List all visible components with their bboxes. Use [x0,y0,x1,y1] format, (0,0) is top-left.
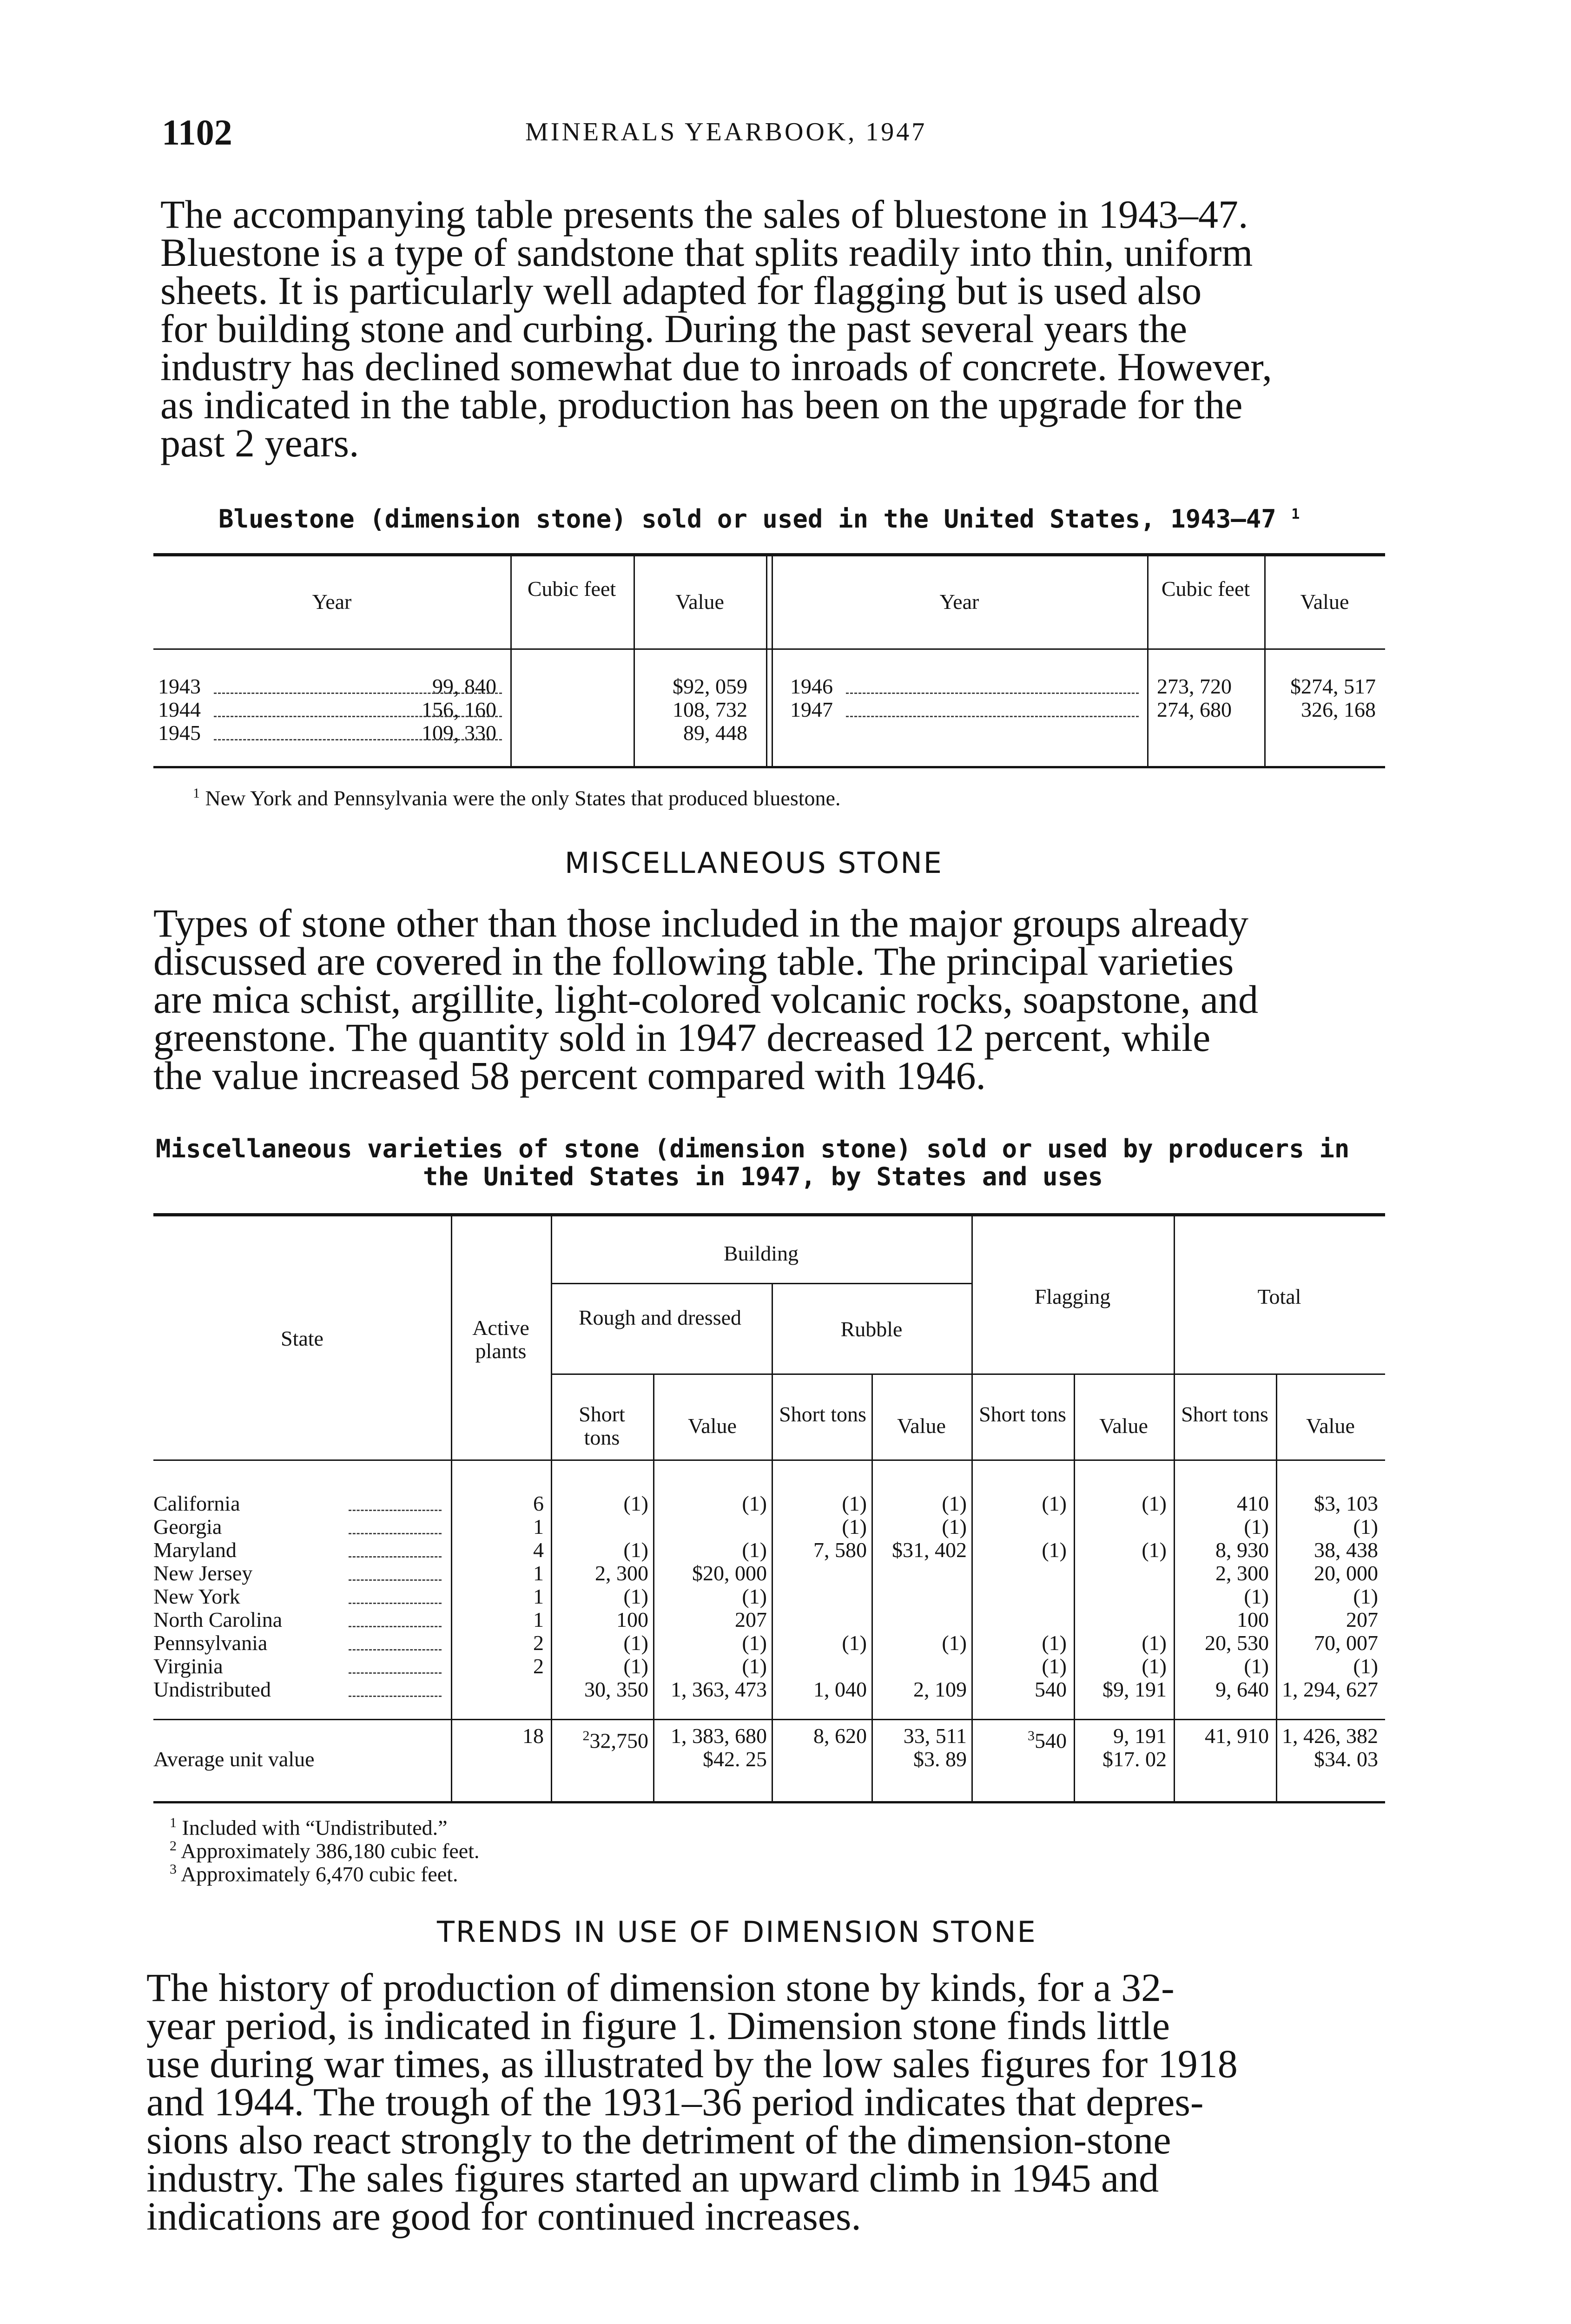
header-value: Value [1306,1414,1355,1438]
rd-tons-cell: (1) [623,1492,648,1515]
year-cell: 1943 [158,674,201,698]
row-label: Average unit value [153,1747,315,1771]
table-top-rule [153,1213,1385,1216]
leader-dots [846,693,1139,694]
rub-value-cell: 2, 109 [913,1677,967,1701]
footnote-mark: 3 [170,1862,177,1877]
year-cell: 1945 [158,721,201,745]
plants-cell: 6 [533,1492,544,1515]
fl-tons-cell: (1) [1042,1492,1067,1515]
rd-tons-cell: (1) [623,1654,648,1678]
rd-tons-value: 32,750 [589,1729,648,1753]
fl-tons-value: 540 [1035,1729,1067,1753]
footnote-ref: 2 [582,1728,590,1743]
value-cell: $92, 059 [673,674,747,698]
state-cell: California [153,1492,240,1515]
table-total-row [153,1724,1385,1753]
paragraph-line: past 2 years. [160,421,359,465]
rub-tons-cell: (1) [842,1515,867,1538]
plants-cell: 2 [533,1631,544,1655]
state-cell: Pennsylvania [153,1631,268,1655]
rd-value-cell: 1, 363, 473 [671,1677,767,1701]
year-cell: 1944 [158,698,201,721]
table-row [772,675,1385,698]
misc-paragraph [153,901,1385,1098]
trends-paragraph [146,1965,1383,2238]
leader-dots [349,1649,442,1651]
rd-value-cell: (1) [742,1631,767,1655]
leader-dots [214,716,502,717]
tot-value-cell: 1, 294, 627 [1282,1677,1378,1701]
rd-tons-cell: 30, 350 [584,1677,648,1701]
header-rule [551,1373,1385,1375]
table-row [153,721,766,745]
cubic-feet-cell: 109, 330 [422,721,496,745]
tot-tons-cell: 41, 910 [1205,1724,1269,1748]
footnote-text: Approximately 6,470 cubic feet. [180,1862,458,1886]
rd-tons-cell: (1) [623,1585,648,1608]
cubic-feet-cell: 274, 680 [1157,698,1232,721]
paragraph-line: sheets. It is particularly well adapted for flagging but is used also [160,268,1202,313]
rd-value-cell: 1, 383, 680 [671,1724,767,1748]
tot-tons-cell: 20, 530 [1205,1631,1269,1655]
rd-tons-cell: 2, 300 [595,1561,648,1585]
plants-cell: 1 [533,1561,544,1585]
header-short-tons: Short tons [1181,1402,1268,1426]
rub-value-cell: 33, 511 [903,1724,967,1748]
fl-value-cell: (1) [1142,1538,1167,1562]
plants-cell: 1 [533,1515,544,1538]
header-short-tons: Short tons [979,1402,1066,1426]
plants-cell: 18 [522,1724,544,1748]
tot-tons-cell: (1) [1244,1585,1269,1608]
fl-value-cell: (1) [1142,1492,1167,1515]
fl-tons-cell: (1) [1042,1631,1067,1655]
table-row [772,698,1385,721]
header-total: Total [1257,1285,1301,1308]
rub-tons-cell: 7, 580 [813,1538,867,1562]
rub-value-cell: (1) [942,1492,967,1515]
table-row [153,1608,1385,1631]
cubic-feet-cell: 99, 840 [432,674,496,698]
tot-value-cell: 70, 007 [1314,1631,1378,1655]
tot-tons-cell: 9, 640 [1215,1677,1269,1701]
leader-dots [349,1533,442,1534]
paragraph-line: indications are good for continued increases. [146,2194,861,2238]
state-cell: Georgia [153,1515,222,1538]
header-active-plants: Active plants [472,1316,529,1363]
header-rule [551,1283,971,1284]
bluestone-footnote [193,786,840,810]
cubic-feet-cell: 273, 720 [1157,674,1232,698]
footnote-ref: 1 [1291,506,1300,522]
rd-value-cell: 207 [735,1608,767,1631]
footnote-mark: 1 [170,1815,177,1830]
column-divider [772,556,773,766]
rd-value-cell: (1) [742,1654,767,1678]
footnote-mark: 2 [170,1838,177,1854]
state-cell: North Carolina [153,1608,283,1631]
tot-value-cell: $34. 03 [1314,1747,1378,1771]
header-value: Value [1300,590,1349,614]
fl-tons-cell: (1) [1042,1538,1067,1562]
paragraph-line: are mica schist, argillite, light-colored volcanic rocks, soapstone, and [153,977,1259,1022]
leader-dots [214,739,502,740]
table-header-rule [153,648,1385,650]
tot-tons-cell: 100 [1237,1608,1269,1631]
footnote-mark: 1 [193,786,200,801]
cubic-feet-cell: 156, 160 [422,698,496,721]
tot-value-cell: 20, 000 [1314,1561,1378,1585]
rub-value-cell: $3. 89 [913,1747,967,1771]
paragraph-line: sions also react strongly to the detriment of the dimension-stone [146,2118,1171,2162]
table-row [153,1538,1385,1562]
table-row [153,1515,1385,1538]
bluestone-table [153,553,1385,767]
table-row [153,698,766,721]
leader-dots [349,1696,442,1697]
table-header-rule [153,1459,1385,1461]
fl-tons-cell: (1) [1042,1654,1067,1678]
section-heading: TRENDS IN USE OF DIMENSION STONE [437,1915,1037,1949]
column-divider [1264,556,1266,766]
fl-value-cell: $17. 02 [1102,1747,1167,1771]
total-rule [153,1719,1385,1720]
table-average-row [153,1748,1385,1771]
state-cell: Maryland [153,1538,237,1562]
table-row [153,1562,1385,1585]
footnote-text: Approximately 386,180 cubic feet. [180,1839,480,1863]
leader-dots [349,1556,442,1558]
paragraph-line: use during war times, as illustrated by the low sales figures for 1918 [146,2041,1238,2086]
page-number: 1102 [162,112,232,152]
footnote-text: New York and Pennsylvania were the only States that produced bluestone. [205,786,841,810]
leader-dots [349,1510,442,1511]
column-divider [766,556,767,766]
header-flagging: Flagging [1034,1285,1111,1308]
paragraph-line: The history of production of dimension stone by kinds, for a 32- [146,1965,1175,2010]
table-row [153,1492,1385,1515]
header-rough-dressed: Rough and dressed [578,1306,742,1329]
header-value: Value [1099,1414,1148,1438]
paragraph-line: and 1944. The trough of the 1931–36 period indicates that depres- [146,2080,1204,2124]
header-short-tons: Short tons [779,1402,866,1426]
year-cell: 1946 [790,674,833,698]
year-cell: 1947 [790,698,833,721]
header-year: Year [312,590,352,614]
state-cell: Virginia [153,1654,223,1678]
table-row [153,1678,1385,1701]
table-row [153,1655,1385,1678]
table-bottom-rule [153,1801,1385,1803]
misc-footnote [170,1815,448,1840]
running-head: MINERALS YEARBOOK, 1947 [525,118,927,146]
header-building: Building [723,1241,799,1265]
tot-tons-cell: 8, 930 [1215,1538,1269,1562]
tot-value-cell: (1) [1353,1585,1378,1608]
rd-value-cell: $20, 000 [692,1561,767,1585]
misc-footnote [170,1838,480,1863]
table-bottom-rule [153,766,1385,768]
fl-tons-cell: 540 [1035,1677,1067,1701]
rd-tons-cell: (1) [623,1631,648,1655]
rub-value-cell: $31, 402 [892,1538,967,1562]
footnote-ref: 3 [1028,1728,1035,1743]
fl-value-cell: 9, 191 [1113,1724,1167,1748]
misc-table-title: the United States in 1947, by States and uses [423,1162,1103,1191]
plants-cell: 1 [533,1608,544,1631]
fl-value-cell: $9, 191 [1102,1677,1167,1701]
tot-value-cell: (1) [1353,1515,1378,1538]
table-row [153,1585,1385,1608]
plants-cell: 1 [533,1585,544,1608]
state-cell: New York [153,1585,240,1608]
plants-cell: 4 [533,1538,544,1562]
rub-tons-cell: (1) [842,1492,867,1515]
paragraph-line: for building stone and curbing. During the past several years the [160,306,1188,351]
leader-dots [846,716,1139,717]
header-rubble: Rubble [840,1317,903,1341]
state-cell: New Jersey [153,1561,253,1585]
table-row [153,1631,1385,1655]
header-cubic-feet: Cubic feet [1161,577,1250,601]
rd-tons-cell: 100 [616,1608,648,1631]
tot-value-cell: $3, 103 [1314,1492,1378,1515]
tot-tons-cell: 2, 300 [1215,1561,1269,1585]
tot-tons-cell: (1) [1244,1654,1269,1678]
paragraph-line: year period, is indicated in figure 1. Dimension stone finds little [146,2003,1170,2048]
rub-tons-cell: (1) [842,1631,867,1655]
tot-value-cell: 38, 438 [1314,1538,1378,1562]
header-value: Value [688,1414,737,1438]
header-value: Value [675,590,724,614]
rub-value-cell: (1) [942,1515,967,1538]
header-short-tons: Short tons [579,1402,625,1449]
paragraph-line: The accompanying table presents the sales of bluestone in 1943–47. [160,192,1248,237]
paragraph-line: greenstone. The quantity sold in 1947 decreased 12 percent, while [153,1015,1211,1060]
rub-tons-cell: 1, 040 [813,1677,867,1701]
rd-value-cell: (1) [742,1585,767,1608]
rd-value-cell: (1) [742,1538,767,1562]
tot-value-cell: (1) [1353,1654,1378,1678]
table-top-rule [153,553,1385,556]
paragraph-line: Bluestone is a type of sandstone that splits readily into thin, uniform [160,230,1253,275]
fl-value-cell: (1) [1142,1654,1167,1678]
tot-tons-cell: (1) [1244,1515,1269,1538]
plants-cell: 2 [533,1654,544,1678]
leader-dots [349,1603,442,1604]
rub-tons-cell: 8, 620 [813,1724,867,1748]
header-value: Value [897,1414,946,1438]
leader-dots [349,1672,442,1674]
leader-dots [214,693,502,694]
paragraph-line: the value increased 58 percent compared with 1946. [153,1053,986,1098]
rub-value-cell: (1) [942,1631,967,1655]
value-cell: 326, 168 [1301,698,1376,721]
paragraph-line: industry has declined somewhat due to inroads of concrete. However, [160,344,1272,389]
leader-dots [349,1626,442,1627]
value-cell: 108, 732 [673,698,747,721]
misc-table-title: Miscellaneous varieties of stone (dimension stone) sold or used by producers in [156,1134,1350,1163]
section-heading: MISCELLANEOUS STONE [565,846,943,880]
bluestone-table-title [218,504,1300,534]
header-state: State [281,1327,323,1350]
paragraph-line: as indicated in the table, production has been on the upgrade for the [160,383,1243,427]
paragraph-line: discussed are covered in the following table. The principal varieties [153,939,1234,984]
value-cell: $274, 517 [1290,674,1376,698]
header-year: Year [939,590,979,614]
footnote-text: Included with “Undistributed.” [182,1816,448,1840]
table-row [153,675,766,698]
tot-value-cell: 207 [1346,1608,1378,1631]
leader-dots [349,1579,442,1581]
misc-table [153,1213,1385,1803]
fl-value-cell: (1) [1142,1631,1167,1655]
paragraph-line: industry. The sales figures started an upward climb in 1945 and [146,2156,1159,2200]
header-cubic-feet: Cubic feet [527,577,616,601]
rd-tons-cell: (1) [623,1538,648,1562]
tot-value-cell: 1, 426, 382 [1282,1724,1378,1748]
misc-footnote [170,1862,458,1886]
value-cell: 89, 448 [683,721,747,745]
intro-paragraph [160,192,1387,465]
state-cell: Undistributed [153,1677,271,1701]
paragraph-line: Types of stone other than those included in the major groups already [153,901,1248,945]
rd-value-cell: (1) [742,1492,767,1515]
table-title-text: Bluestone (dimension stone) sold or used in the United States, 1943–47 [218,504,1276,534]
rd-value-cell: $42. 25 [703,1747,767,1771]
tot-tons-cell: 410 [1237,1492,1269,1515]
column-divider [1147,556,1149,766]
